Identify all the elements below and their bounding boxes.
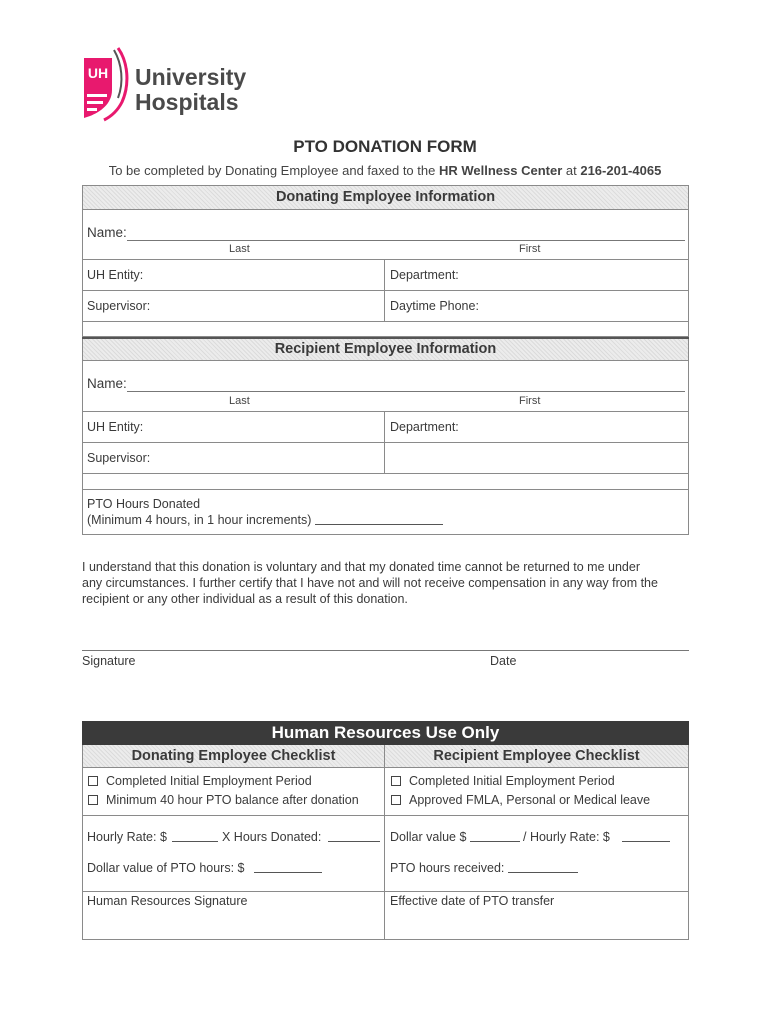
pto-hours-label: PTO Hours Donated xyxy=(87,497,201,511)
recipient-checklist-item-1: Completed Initial Employment Period xyxy=(409,774,615,788)
intro-phone: 216-201-4065 xyxy=(580,163,662,178)
donating-last-label: Last xyxy=(229,243,250,255)
donating-checkbox-1[interactable] xyxy=(88,776,98,786)
divider xyxy=(82,767,689,768)
recipient-last-label: Last xyxy=(229,395,250,407)
effective-date-field[interactable]: Effective date of PTO transfer xyxy=(390,894,555,908)
uh-shield-icon xyxy=(78,44,130,124)
signature-line[interactable] xyxy=(82,650,689,651)
donating-first-label: First xyxy=(519,243,541,255)
dollar-value-pto-field[interactable] xyxy=(254,872,322,873)
divider xyxy=(82,209,689,210)
dollar-value-field[interactable] xyxy=(470,841,520,842)
divider xyxy=(82,815,689,816)
divider xyxy=(82,411,689,412)
pto-received-label: PTO hours received: xyxy=(390,861,505,875)
recipient-entity-field[interactable]: UH Entity: xyxy=(87,420,144,434)
divider xyxy=(82,442,689,443)
hourly-rate-field[interactable] xyxy=(172,841,218,842)
logo-line2: Hospitals xyxy=(135,89,239,115)
agreement-line-3: recipient or any other individual as a result of this donation. xyxy=(82,592,408,606)
divider xyxy=(384,745,385,940)
agreement-line-1: I understand that this donation is voluntary and that my donated time cannot be returned to me under xyxy=(82,560,640,574)
hours-donated-field[interactable] xyxy=(328,841,380,842)
recipient-name-label: Name: xyxy=(87,376,127,391)
divider xyxy=(82,489,689,490)
divider xyxy=(82,321,689,322)
donating-phone-field[interactable]: Daytime Phone: xyxy=(390,299,479,313)
divider xyxy=(82,891,689,892)
divider xyxy=(82,360,689,361)
hr-signature-field[interactable]: Human Resources Signature xyxy=(87,894,248,908)
recipient-heading: Recipient Employee Information xyxy=(274,341,497,357)
form-intro xyxy=(0,163,770,178)
donating-entity-field[interactable]: UH Entity: xyxy=(87,268,144,282)
donating-name-field[interactable] xyxy=(127,240,685,241)
recipient-checkbox-1[interactable] xyxy=(391,776,401,786)
signature-label: Signature xyxy=(82,654,136,668)
donating-department-field[interactable]: Department: xyxy=(390,268,459,282)
recipient-supervisor-field[interactable]: Supervisor: xyxy=(87,451,151,465)
intro-prefix: To be completed by Donating Employee and faxed to the xyxy=(108,163,439,178)
recipient-first-label: First xyxy=(519,395,541,407)
divider xyxy=(82,473,689,474)
donating-checklist-item-2: Minimum 40 hour PTO balance after donation xyxy=(106,793,359,807)
divider xyxy=(82,259,689,260)
university-hospitals-logo xyxy=(78,44,248,124)
donating-name-label: Name: xyxy=(87,225,127,240)
hr-heading: Human Resources Use Only xyxy=(271,723,500,742)
pto-hours-field[interactable] xyxy=(315,524,443,525)
recipient-checklist-item-2: Approved FMLA, Personal or Medical leave xyxy=(409,793,651,807)
dollar-value-pto-label: Dollar value of PTO hours: $ xyxy=(87,861,245,875)
logo-mark: UH xyxy=(87,65,109,81)
donating-checklist-item-1: Completed Initial Employment Period xyxy=(106,774,312,788)
donating-checkbox-2[interactable] xyxy=(88,795,98,805)
donating-checklist-title: Donating Employee Checklist xyxy=(131,748,336,764)
logo-line1: University xyxy=(135,64,247,90)
dollar-value-label: Dollar value $ xyxy=(390,830,467,844)
recipient-checkbox-2[interactable] xyxy=(391,795,401,805)
recipient-name-field[interactable] xyxy=(127,391,685,392)
hourly-rate-label: Hourly Rate: $ xyxy=(87,830,167,844)
agreement-line-2: any circumstances. I further certify that I have not and will not receive compensation in any way from the xyxy=(82,576,658,590)
donating-supervisor-field[interactable]: Supervisor: xyxy=(87,299,151,313)
per-hourly-rate-field[interactable] xyxy=(622,841,670,842)
recipient-department-field[interactable]: Department: xyxy=(390,420,459,434)
per-hourly-rate-label: / Hourly Rate: $ xyxy=(523,830,610,844)
hours-donated-label: X Hours Donated: xyxy=(222,830,322,844)
recipient-checklist-title: Recipient Employee Checklist xyxy=(433,748,640,764)
date-label: Date xyxy=(490,654,517,668)
intro-mid: at xyxy=(562,163,581,178)
intro-bold: HR Wellness Center xyxy=(438,163,563,178)
divider xyxy=(82,290,689,291)
pto-hours-note: (Minimum 4 hours, in 1 hour increments) xyxy=(87,513,312,527)
donating-heading: Donating Employee Information xyxy=(275,189,496,205)
pto-received-field[interactable] xyxy=(508,872,578,873)
form-title: PTO DONATION FORM xyxy=(293,137,477,156)
